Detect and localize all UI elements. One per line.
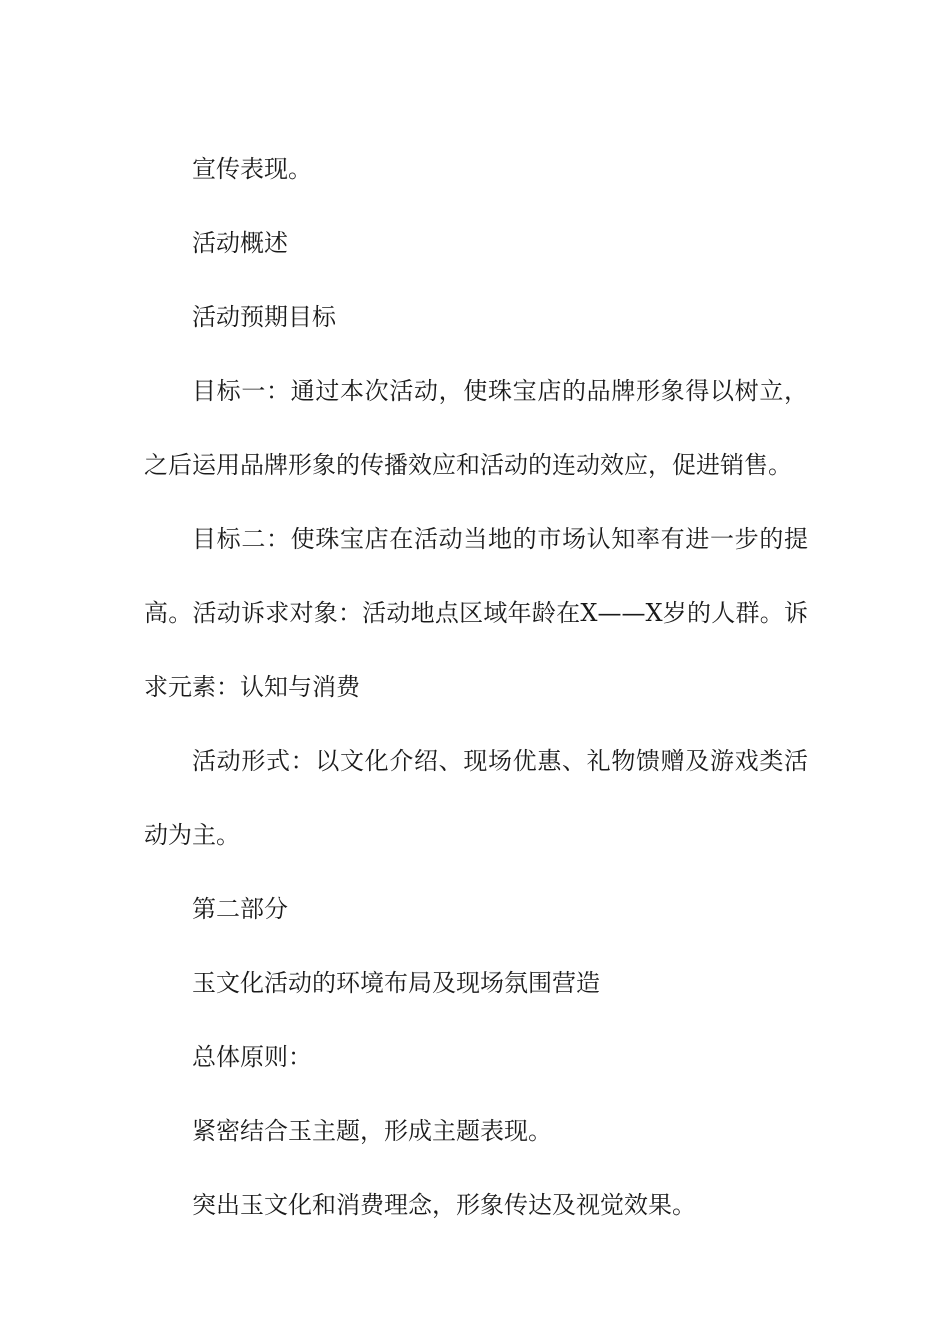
document-body [144, 132, 808, 1242]
paragraph-activity-format: 活动形式：以文化介绍、现场优惠、礼物馈赠及游戏类活动为主。 [144, 747, 808, 849]
paragraph-goal-two: 目标二：使珠宝店在活动当地的市场认知率有进一步的提高。活动诉求对象：活动地点区域年龄在X——X岁的人群。诉求元素：认知与消费 [144, 525, 808, 701]
heading-general-principles: 总体原则： [192, 1043, 312, 1071]
paragraph-principle-two: 突出玉文化和消费理念，形象传达及视觉效果。 [192, 1191, 696, 1219]
paragraph-principle-one: 紧密结合玉主题，形成主题表现。 [192, 1117, 552, 1145]
paragraph-goal-one: 目标一：通过本次活动，使珠宝店的品牌形象得以树立，之后运用品牌形象的传播效应和活动的连动效应，促进销售。 [144, 377, 808, 479]
heading-environment-layout: 玉文化活动的环境布局及现场氛围营造 [192, 969, 600, 997]
heading-expected-goals: 活动预期目标 [192, 303, 336, 331]
paragraph-publicity: 宣传表现。 [192, 155, 312, 183]
heading-part-two: 第二部分 [192, 895, 288, 923]
heading-activity-overview: 活动概述 [192, 229, 288, 257]
